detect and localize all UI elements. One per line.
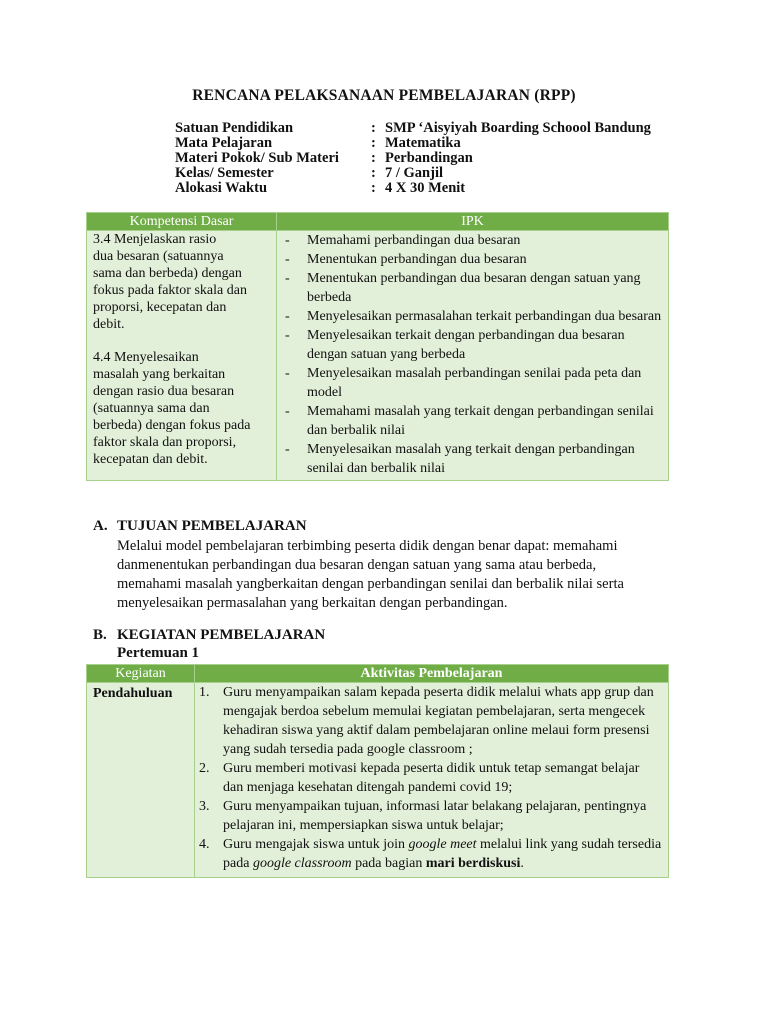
ipk-item-text: Menyelesaikan masalah yang terkait dengan perbandingan senilai dan berbalik nilai [307,442,635,476]
identity-value: 4 X 30 Menit [385,180,466,196]
ipk-item-text: Menyelesaikan terkait dengan perbandingan dua besaran dengan satuan yang berbeda [307,328,625,362]
activity-step [199,759,662,797]
ipk-item-text: Menyelesaikan permasalahan terkait perbandingan dua besaran [307,309,662,324]
kd-item: 4.4 Menyelesaikan masalah yang berkaitan dengan rasio dua besaran (satuannya sama dan berbeda) dengan fokus pada faktor skala dan proporsi, kecepatan dan debit. [93,350,251,467]
identity-row [175,181,651,196]
page-title: RENCANA PELAKSANAAN PEMBELAJARAN (RPP) [192,87,576,104]
ipk-item [283,307,662,326]
ipk-item [283,269,662,307]
identity-value: Perbandingan [385,150,473,166]
dash-marker: - [285,309,290,324]
step-text-g: . [520,856,524,871]
identity-colon: : [371,135,376,151]
phase-cell: Pendahuluan [87,683,195,878]
step-text-e: pada bagian [351,856,426,871]
kd-table-header-row [87,213,669,231]
google-classroom-text: google classroom [252,856,352,871]
ipk-cell [277,231,669,481]
dash-marker: - [285,366,290,381]
ipk-item [283,250,662,269]
kegiatan-header: Kegiatan [87,665,195,683]
kd-table-row [87,231,669,481]
ipk-item-text: Menyelesaikan masalah perbandingan senilai pada peta dan model [307,366,642,400]
aktivitas-header: Aktivitas Pembelajaran [195,665,669,683]
activity-steps [199,683,662,873]
ipk-header: IPK [277,213,669,231]
dash-marker: - [285,442,290,457]
identity-key: Alokasi Waktu [175,180,268,196]
ipk-item-text: Menentukan perbandingan dua besaran dengan satuan yang berbeda [307,271,641,305]
identity-colon: : [371,120,376,136]
identity-block [175,121,651,196]
mari-berdiskusi-text: mari berdiskusi [425,856,521,871]
section-b-heading [93,627,325,644]
dash-marker: - [285,271,290,286]
activity-cell [195,683,669,878]
section-a-letter: A. [93,518,108,534]
dash-marker: - [285,404,290,419]
ipk-item [283,326,662,364]
identity-key: Satuan Pendidikan [175,120,294,136]
step-text: Guru menyampaikan salam kepada peserta didik melalui whats app grup dan mengajak berdoa sebelum memulai kegiatan pembelajaran, serta mengecek kehadiran siswa yang aktif dalam pembelajaran online melaui form presensi yang sudah tersedia pada google classroom ; [223,685,654,757]
step-number: 4. [199,837,210,852]
section-a-title: TUJUAN PEMBELAJARAN [117,518,307,534]
ipk-item [283,364,662,402]
step-number: 2. [199,761,210,776]
step-text-a: Guru mengajak siswa untuk join [223,837,409,852]
identity-row [175,166,651,181]
kd-item: 3.4 Menjelaskan rasio dua besaran (satuannya sama dan berbeda) dengan fokus pada faktor skala dan proporsi, kecepatan dan debit. [93,232,247,332]
ipk-item-text: Memahami perbandingan dua besaran [307,233,521,248]
section-a-text: Melalui model pembelajaran terbimbing peserta didik dengan benar dapat: memahami danmenentukan perbandingan dua besaran dengan satuan yang sama atau berbeda, memahami masalah yangberkaitan dengan perbandingan senilai dan berbalik nilai serta menyelesaikan permasalahan yang berkaitan dengan perbandingan. [117,538,624,611]
meeting-label: Pertemuan 1 [117,645,200,661]
activity-step [199,683,662,759]
identity-value: Matematika [385,135,461,151]
identity-colon: : [371,150,376,166]
identity-value: SMP ‘Aisyiyah Boarding Schoool Bandung [385,120,651,136]
identity-colon: : [371,165,376,181]
activity-step [199,797,662,835]
dash-marker: - [285,328,290,343]
step-text: Guru menyampaikan tujuan, informasi latar belakang pelajaran, pentingnya pelajaran ini, mempersiapkan siswa untuk belajar; [223,799,647,833]
step-text-c: melalui link yang sudah tersedia pada [223,837,662,871]
identity-colon: : [371,180,376,196]
step-number: 1. [199,685,210,700]
step-text: Guru memberi motivasi kepada peserta didik untuk tetap semangat belajar dan menjaga kesehatan ditengah pandemi covid 19; [223,761,640,795]
dash-marker: - [285,233,290,248]
activity-row [87,683,669,878]
activity-table [86,664,669,878]
identity-key: Materi Pokok/ Sub Materi [175,150,339,166]
identity-key: Kelas/ Semester [175,165,274,181]
step-number: 3. [199,799,210,814]
section-a-heading [93,518,307,535]
section-b-letter: B. [93,627,107,643]
identity-row [175,121,651,136]
identity-key: Mata Pelajaran [175,135,273,151]
google-meet-text: google meet [408,837,477,852]
identity-value: 7 / Ganjil [385,165,444,181]
dash-marker: - [285,252,290,267]
section-b-title: KEGIATAN PEMBELAJARAN [117,627,326,643]
ipk-list [283,231,662,478]
identity-row [175,151,651,166]
kd-cell [87,231,277,481]
kd-ipk-table [86,212,669,481]
ipk-item-text: Memahami masalah yang terkait dengan perbandingan senilai dan berbalik nilai [307,404,654,438]
ipk-item [283,440,662,478]
activity-header-row [87,665,669,683]
activity-step [199,835,662,873]
kd-header: Kompetensi Dasar [87,213,277,231]
identity-row [175,136,651,151]
ipk-item [283,402,662,440]
ipk-item [283,231,662,250]
ipk-item-text: Menentukan perbandingan dua besaran [307,252,527,267]
